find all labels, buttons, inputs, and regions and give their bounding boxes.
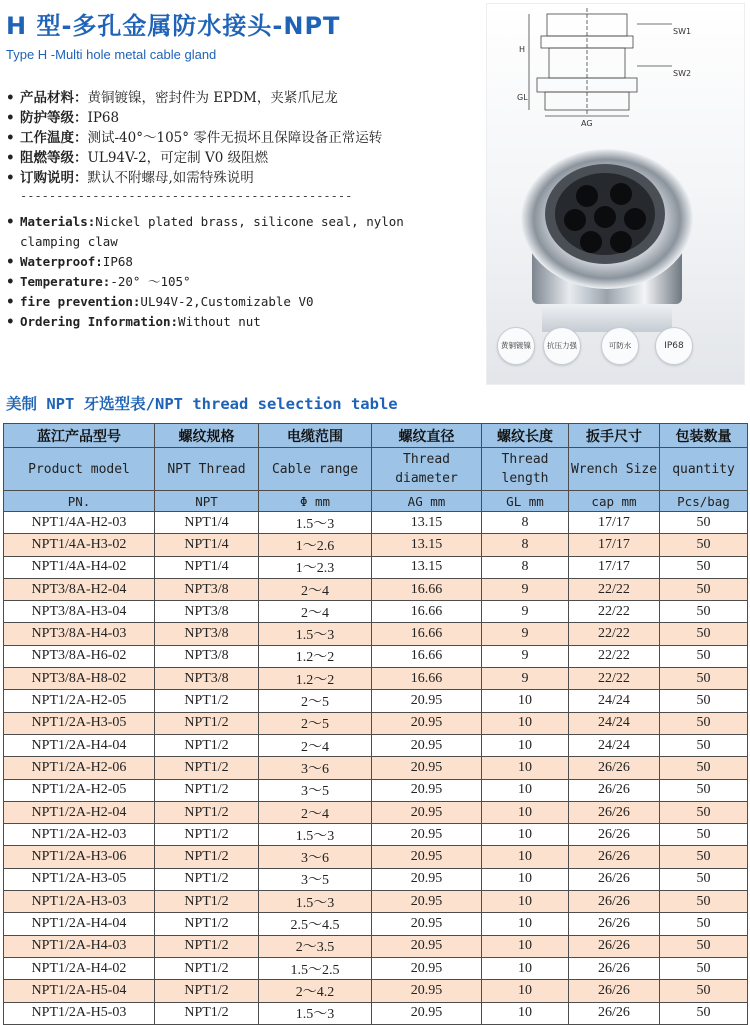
table-cell: 50 [660,512,748,534]
table-cell: 10 [482,757,569,779]
table-cell: 10 [482,824,569,846]
table-cell: 26/26 [569,891,660,913]
table-cell: NPT3/8A-H2-04 [4,578,155,600]
header-en-cell: quantity [660,448,748,491]
table-row [4,757,748,779]
table-cell: NPT3/8A-H4-03 [4,623,155,645]
table-cell: NPT1/4 [155,512,259,534]
table-cell: 50 [660,957,748,979]
bullet-icon: • [6,214,15,230]
table-cell: 10 [482,891,569,913]
drawing-label-ag: AG [581,119,593,128]
table-cell: 1.5～3 [259,512,372,534]
table-section-title: 美制 NPT 牙选型表/NPT thread selection table [6,395,398,413]
table-cell: NPT1/2 [155,757,259,779]
table-cell: NPT1/4 [155,556,259,578]
table-cell: 2～4 [259,734,372,756]
table-cell: 24/24 [569,690,660,712]
table-cell: 10 [482,690,569,712]
table-cell: 50 [660,935,748,957]
table-cell: 10 [482,957,569,979]
spec-materials-en-wrap: clamping claw [20,234,118,249]
table-cell: NPT1/4A-H2-03 [4,512,155,534]
table-cell: NPT3/8 [155,578,259,600]
table-cell: 10 [482,980,569,1002]
bullet-icon: • [6,314,15,330]
table-cell: 50 [660,556,748,578]
table-cell: 1.5～3 [259,824,372,846]
table-cell: 20.95 [372,980,482,1002]
table-cell: 26/26 [569,980,660,1002]
table-cell: NPT1/2 [155,891,259,913]
table-row [4,601,748,623]
divider-dashes: ---------------------------------------------- [20,189,353,203]
table-cell: 26/26 [569,779,660,801]
header-cn-cell: 电缆范围 [259,424,372,448]
table-cell: NPT1/2 [155,690,259,712]
page-title: H 型-多孔金属防水接头-NPT [6,12,341,40]
table-cell: 16.66 [372,578,482,600]
table-cell: NPT1/2A-H5-04 [4,980,155,1002]
table-cell: 50 [660,734,748,756]
header-cn-cell: 蓝江产品型号 [4,424,155,448]
feature-badges [497,327,737,371]
table-cell: 1.5～3 [259,1002,372,1024]
table-cell: 20.95 [372,935,482,957]
table-row [4,645,748,667]
table-cell: NPT1/2A-H5-03 [4,1002,155,1024]
table-cell: 26/26 [569,935,660,957]
table-row [4,980,748,1002]
table-cell: NPT3/8 [155,601,259,623]
table-row [4,846,748,868]
table-cell: 9 [482,601,569,623]
table-cell: 1.5～3 [259,623,372,645]
table-cell: 20.95 [372,913,482,935]
spec-waterproof-en: • Waterproof:IP68 [6,254,133,270]
table-cell: 50 [660,824,748,846]
table-cell: 22/22 [569,623,660,645]
table-cell: 50 [660,601,748,623]
table-cell: 10 [482,846,569,868]
drawing-label-gl: GL [517,93,528,102]
table-cell: 10 [482,779,569,801]
spec-ordering-en: • Ordering Information:Without nut [6,314,261,330]
header-cn-cell: 包装数量 [660,424,748,448]
table-cell: NPT1/2A-H2-05 [4,690,155,712]
table-cell: 8 [482,534,569,556]
header-cn-cell: 螺纹长度 [482,424,569,448]
spec-list [6,88,476,332]
table-cell: 22/22 [569,578,660,600]
table-cell: 26/26 [569,1002,660,1024]
table-cell: NPT3/8A-H3-04 [4,601,155,623]
table-row [4,690,748,712]
table-cell: 24/24 [569,734,660,756]
table-cell: NPT1/2 [155,712,259,734]
table-body [4,512,748,1025]
table-cell: 50 [660,578,748,600]
bullet-icon: • [6,294,15,310]
table-row [4,668,748,690]
table-cell: 20.95 [372,712,482,734]
spec-fire-en: • fire prevention:UL94V-2,Customizable V0 [6,294,314,310]
table-cell: 3～5 [259,868,372,890]
table-cell: 26/26 [569,757,660,779]
table-row [4,1002,748,1024]
table-cell: 22/22 [569,668,660,690]
table-cell: NPT1/2A-H4-03 [4,935,155,957]
table-row [4,534,748,556]
table-cell: NPT1/2 [155,1002,259,1024]
table-cell: NPT3/8 [155,668,259,690]
badge-ip68: IP68 [655,327,693,365]
table-cell: 50 [660,757,748,779]
table-cell: NPT1/2 [155,980,259,1002]
table-row [4,935,748,957]
badge-waterproof: 可防水 [601,327,639,365]
table-cell: 3～6 [259,757,372,779]
table-cell: 2～4 [259,578,372,600]
table-cell: 16.66 [372,668,482,690]
table-cell: 50 [660,980,748,1002]
table-cell: NPT1/2A-H3-06 [4,846,155,868]
table-cell: 3～6 [259,846,372,868]
header-unit-cell: Φ mm [259,491,372,512]
header-en-cell: NPT Thread [155,448,259,491]
table-cell: 10 [482,801,569,823]
table-cell: 16.66 [372,623,482,645]
table-cell: 20.95 [372,868,482,890]
table-cell: 1.5～3 [259,891,372,913]
header-cn-cell: 螺纹规格 [155,424,259,448]
table-cell: 20.95 [372,957,482,979]
drawing-label-h: H [519,45,526,54]
table-cell: NPT1/2 [155,824,259,846]
table-cell: NPT1/2 [155,935,259,957]
table-cell: 2～5 [259,712,372,734]
spec-material-cn: • 产品材料：黄铜镀镍，密封件为 EPDM，夹紧爪尼龙 [6,90,338,106]
table-cell: 2～3.5 [259,935,372,957]
table-row [4,913,748,935]
header-unit-cell: GL mm [482,491,569,512]
table-cell: 10 [482,935,569,957]
table-cell: NPT1/2 [155,801,259,823]
table-cell: 26/26 [569,801,660,823]
bullet-icon: • [6,90,15,106]
bullet-icon: • [6,130,15,146]
table-cell: NPT1/2A-H4-02 [4,957,155,979]
header-en-cell: Product model [4,448,155,491]
table-row [4,712,748,734]
table-cell: 50 [660,913,748,935]
table-cell: NPT1/4 [155,534,259,556]
header-en-cell: Cable range [259,448,372,491]
table-cell: 16.66 [372,645,482,667]
table-cell: 50 [660,868,748,890]
table-cell: 10 [482,734,569,756]
spec-temperature-en: • Temperature:-20° ～105° [6,274,191,290]
table-cell: 2～5 [259,690,372,712]
spec-ordering-cn: • 订购说明：默认不附螺母,如需特殊说明 [6,170,254,186]
table-cell: 13.15 [372,534,482,556]
table-row [4,868,748,890]
table-cell: 13.15 [372,512,482,534]
table-cell: NPT1/2A-H4-04 [4,734,155,756]
table-row [4,957,748,979]
table-cell: 50 [660,534,748,556]
table-cell: NPT1/2 [155,957,259,979]
table-cell: 13.15 [372,556,482,578]
header-en-cell: Wrench Size [569,448,660,491]
table-cell: 2～4 [259,601,372,623]
table-cell: NPT1/2A-H3-05 [4,868,155,890]
header-unit-cell: cap mm [569,491,660,512]
table-row [4,734,748,756]
table-cell: NPT1/2A-H3-05 [4,712,155,734]
table-cell: 17/17 [569,556,660,578]
table-row [4,556,748,578]
table-cell: 2～4 [259,801,372,823]
table-cell: 22/22 [569,645,660,667]
header-cn-cell: 扳手尺寸 [569,424,660,448]
table-header-en [4,448,748,491]
table-cell: 9 [482,578,569,600]
table-cell: 20.95 [372,757,482,779]
table-cell: 1.2～2 [259,668,372,690]
table-cell: NPT1/2A-H4-04 [4,913,155,935]
table-cell: 1.2～2 [259,645,372,667]
table-cell: 26/26 [569,868,660,890]
header-en-cell: Thread length [482,448,569,491]
table-cell: 50 [660,623,748,645]
header-en-cell: Thread diameter [372,448,482,491]
table-cell: 26/26 [569,824,660,846]
table-cell: 50 [660,668,748,690]
table-cell: 9 [482,645,569,667]
table-cell: NPT1/2 [155,868,259,890]
table-cell: 20.95 [372,1002,482,1024]
table-cell: 20.95 [372,846,482,868]
table-cell: 1～2.3 [259,556,372,578]
table-row [4,578,748,600]
technical-drawing [529,8,672,116]
table-cell: 50 [660,891,748,913]
table-cell: 26/26 [569,913,660,935]
table-cell: 50 [660,1002,748,1024]
table-row [4,512,748,534]
bullet-icon: • [6,170,15,186]
spec-protection-cn: • 防护等级：IP68 [6,110,120,126]
spec-materials-en: • Materials:Nickel plated brass, silicone seal, nylon [6,214,404,230]
table-cell: 20.95 [372,690,482,712]
table-cell: 50 [660,690,748,712]
table-cell: 3～5 [259,779,372,801]
bullet-icon: • [6,110,15,126]
table-row [4,623,748,645]
table-cell: NPT1/2A-H2-06 [4,757,155,779]
table-cell: 50 [660,712,748,734]
table-cell: NPT1/2 [155,779,259,801]
table-row [4,891,748,913]
table-cell: 50 [660,779,748,801]
table-cell: NPT1/4A-H3-02 [4,534,155,556]
spec-flame-cn: • 阻燃等级：UL94V-2，可定制 V0 级阻燃 [6,150,269,166]
bullet-icon: • [6,274,15,290]
table-cell: 20.95 [372,824,482,846]
table-cell: 50 [660,801,748,823]
table-cell: 50 [660,645,748,667]
table-row [4,801,748,823]
table-cell: 16.66 [372,601,482,623]
table-cell: 8 [482,556,569,578]
table-cell: 22/22 [569,601,660,623]
table-cell: 26/26 [569,846,660,868]
table-cell: NPT1/2A-H2-03 [4,824,155,846]
table-cell: 10 [482,712,569,734]
table-cell: 2～4.2 [259,980,372,1002]
header-unit-cell: AG mm [372,491,482,512]
npt-selection-table [3,423,748,1025]
bullet-icon: • [6,150,15,166]
table-cell: 1.5～2.5 [259,957,372,979]
table-cell: 10 [482,913,569,935]
gland-photo [521,149,693,332]
drawing-label-sw1: SW1 [673,27,692,36]
table-cell: NPT1/4A-H4-02 [4,556,155,578]
table-cell: 10 [482,1002,569,1024]
bullet-icon: • [6,254,15,270]
table-cell: 17/17 [569,534,660,556]
table-cell: NPT3/8A-H8-02 [4,668,155,690]
page-subtitle: Type H -Multi hole metal cable gland [6,47,217,62]
table-row [4,779,748,801]
table-header-unit [4,491,748,512]
table-cell: 8 [482,512,569,534]
spec-temperature-cn: • 工作温度：测试-40°～105° 零件无损坏且保障设备正常运转 [6,130,383,146]
table-cell: NPT3/8A-H6-02 [4,645,155,667]
table-cell: NPT3/8 [155,645,259,667]
table-cell: NPT1/2A-H2-05 [4,779,155,801]
header-unit-cell: Pcs/bag [660,491,748,512]
table-cell: NPT1/2A-H3-03 [4,891,155,913]
table-cell: NPT1/2 [155,846,259,868]
table-cell: 10 [482,868,569,890]
table-cell: 26/26 [569,957,660,979]
table-cell: NPT1/2A-H2-04 [4,801,155,823]
table-cell: 2.5～4.5 [259,913,372,935]
table-cell: NPT3/8 [155,623,259,645]
table-cell: 20.95 [372,779,482,801]
table-header-cn [4,424,748,448]
header-cn-cell: 螺纹直径 [372,424,482,448]
table-cell: 1～2.6 [259,534,372,556]
table-cell: NPT1/2 [155,734,259,756]
table-cell: 9 [482,623,569,645]
header-unit-cell: PN. [4,491,155,512]
table-cell: 20.95 [372,891,482,913]
header-unit-cell: NPT [155,491,259,512]
table-cell: 17/17 [569,512,660,534]
table-row [4,824,748,846]
table-cell: 9 [482,668,569,690]
table-cell: 20.95 [372,734,482,756]
table-cell: 50 [660,846,748,868]
table-cell: NPT1/2 [155,913,259,935]
drawing-label-sw2: SW2 [673,69,692,78]
table-cell: 24/24 [569,712,660,734]
badge-plating: 黄铜镀镍 [497,327,535,365]
badge-pressure: 抗压力强 [543,327,581,365]
table-cell: 20.95 [372,801,482,823]
